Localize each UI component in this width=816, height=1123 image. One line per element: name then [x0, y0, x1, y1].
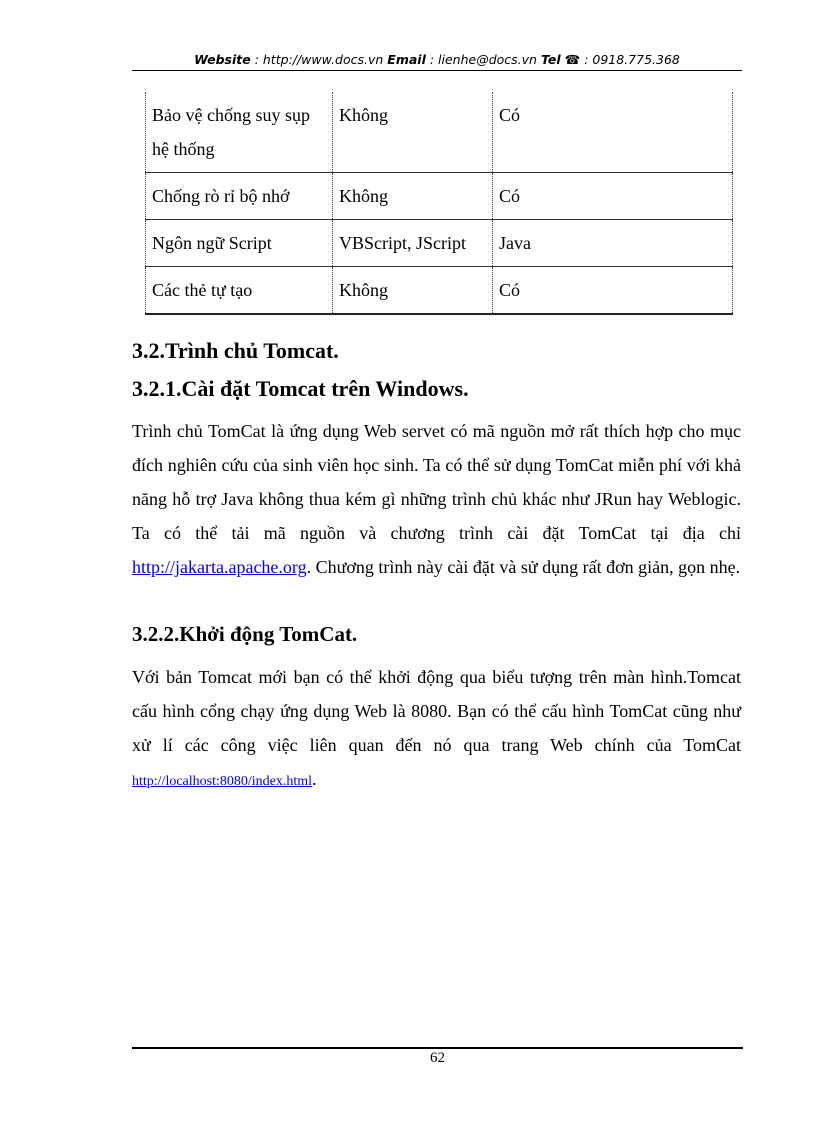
website-label: Website: [194, 52, 251, 67]
page-number: 62: [430, 1050, 445, 1066]
table-cell: Bảo vệ chống suy sụp hệ thống: [146, 92, 333, 173]
paragraph-text: . Chương trình này cài đặt và sử dụng rất đơn giản, gọn nhẹ.: [306, 557, 741, 577]
table-cell: Có: [493, 267, 733, 315]
table-cell: Không: [333, 173, 493, 220]
jakarta-link[interactable]: http://jakarta.apache.org: [132, 557, 307, 577]
table-row: [146, 267, 733, 315]
table-cell: Ngôn ngữ Script: [146, 220, 333, 267]
section-heading: 3.2.Trình chủ Tomcat.: [132, 338, 339, 363]
paragraph-text: Trình chủ TomCat là ứng dụng Web servet có mã nguồn mở rất thích hợp cho mục đích nghiên cứu của sinh viên học sinh. Ta có thể sử dụng TomCat miễn phí với khả năng hỗ trợ Java không thua kém gì những trình chủ khác như JRun hay Weblogic. Ta có thể tải mã nguồn và chương trình cài đặt TomCat tại địa chỉ: [132, 421, 741, 543]
table-cell: Không: [333, 267, 493, 315]
subsection-heading-start: 3.2.2.Khởi động TomCat.: [132, 622, 358, 646]
paragraph-text: .: [312, 769, 317, 789]
table-cell: Có: [493, 173, 733, 220]
paragraph-install: [132, 414, 741, 584]
table-cell: Các thẻ tự tạo: [146, 267, 333, 315]
page-header: [132, 52, 742, 67]
website-value: : http://www.docs.vn: [254, 52, 384, 67]
table-cell: VBScript, JScript: [333, 220, 493, 267]
email-label: Email: [387, 52, 426, 67]
paragraph-start: [132, 660, 741, 799]
tel-value: : 0918.775.368: [584, 52, 680, 67]
localhost-link[interactable]: http://localhost:8080/index.html: [132, 774, 313, 789]
phone-icon: ☎: [564, 52, 581, 67]
table-cell: Có: [493, 92, 733, 173]
table-cell: Không: [333, 92, 493, 173]
email-value: : lienhe@docs.vn: [429, 52, 537, 67]
footer-divider: [132, 1047, 743, 1049]
paragraph-text: Với bản Tomcat mới bạn có thể khởi động qua biểu tượng trên màn hình.Tomcat cấu hình cổng chạy ứng dụng Web là 8080. Bạn có thể cấu hình TomCat cũng như xử lí các công việc liên quan đến nó qua trang Web chính của TomCat: [132, 667, 741, 755]
table-row: [146, 173, 733, 220]
header-divider: [132, 70, 742, 71]
table-cell: Chống rò rỉ bộ nhớ: [146, 173, 333, 220]
table-row: [146, 92, 733, 173]
table-cell: Java: [493, 220, 733, 267]
table-row: [146, 220, 733, 267]
comparison-table: [145, 92, 733, 315]
tel-label: Tel: [540, 52, 561, 67]
subsection-heading-install: 3.2.1.Cài đặt Tomcat trên Windows.: [132, 376, 469, 401]
